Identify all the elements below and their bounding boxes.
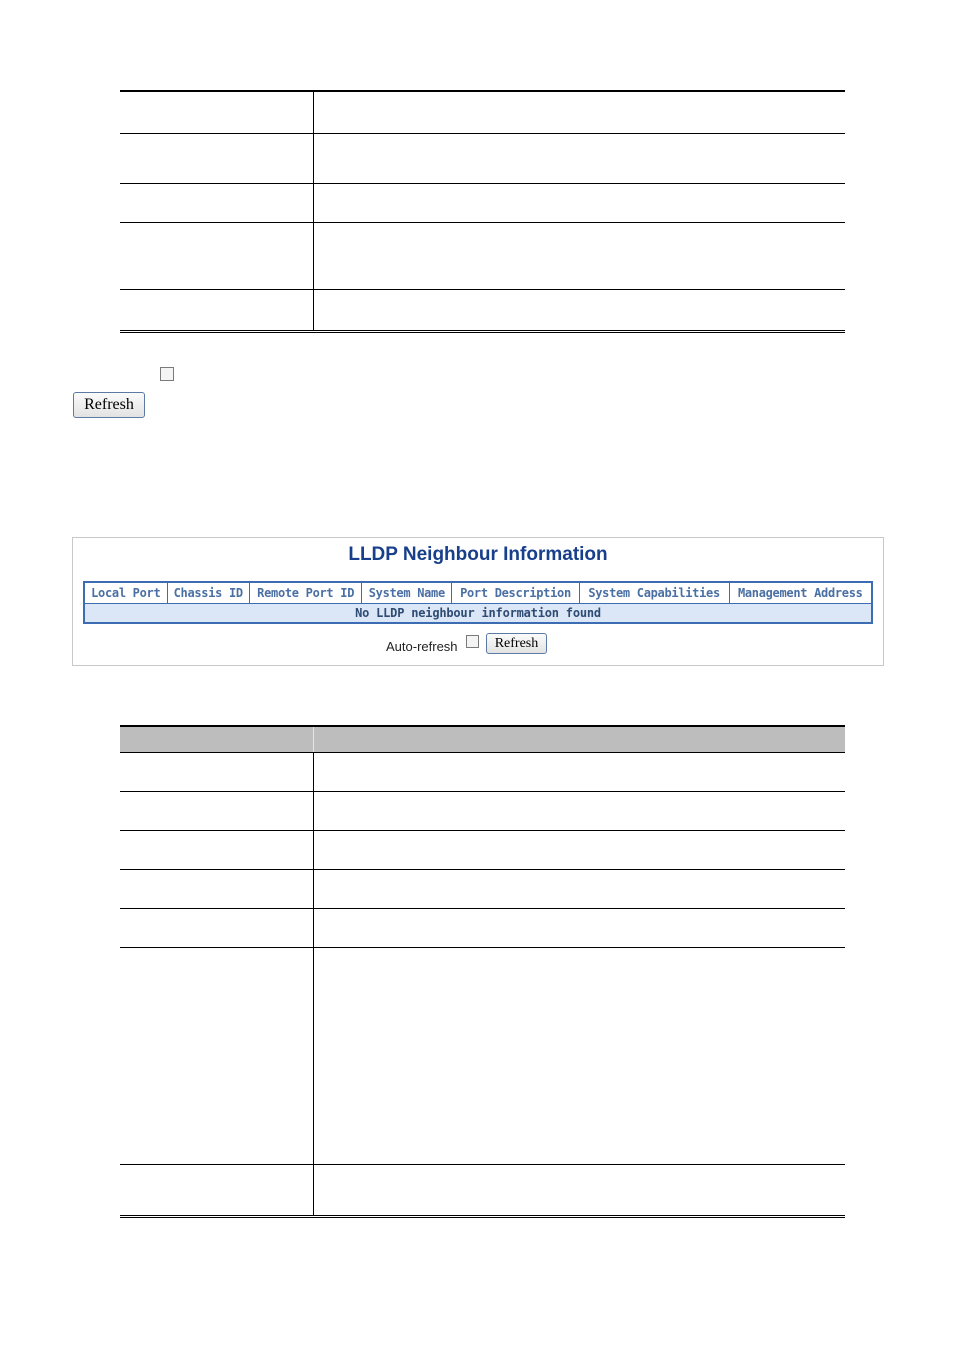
lldp-neighbour-panel [72,537,884,666]
description-table-bottom [120,725,845,1218]
column-header-chassis-id: Chassis ID [167,582,249,604]
column-header-system-name: System Name [362,582,452,604]
table-row [120,792,845,831]
column-header-local-port: Local Port [84,582,167,604]
column-header-port-description: Port Description [452,582,579,604]
column-header-system-capabilities: System Capabilities [579,582,729,604]
table-row [120,948,845,1165]
table-row [120,134,845,184]
table-row [120,831,845,870]
table-row [84,604,872,624]
table-row [120,1165,845,1216]
refresh-button-label: Refresh [84,396,134,413]
auto-refresh-checkbox[interactable] [160,367,174,381]
table-row [120,184,845,223]
lldp-neighbour-table [83,581,873,624]
column-header-management-address: Management Address [729,582,872,604]
panel-auto-refresh-checkbox[interactable] [466,635,479,648]
column-header-remote-port-id: Remote Port ID [249,582,361,604]
table-row [120,290,845,331]
panel-refresh-button[interactable] [486,633,547,654]
page-title: LLDP Neighbour Information [348,544,608,565]
description-table-top [120,90,845,333]
table-row [120,909,845,948]
auto-refresh-row [73,635,883,657]
panel-refresh-button-label: Refresh [494,635,539,651]
table-row [120,870,845,909]
table-row [120,753,845,792]
table-header-row [120,727,845,753]
table-header-row [84,582,872,604]
table-row [120,223,845,290]
refresh-button[interactable] [73,392,145,418]
table-row [120,92,845,134]
auto-refresh-label: Auto-refresh [386,639,458,654]
empty-message: No LLDP neighbour information found [84,604,872,624]
